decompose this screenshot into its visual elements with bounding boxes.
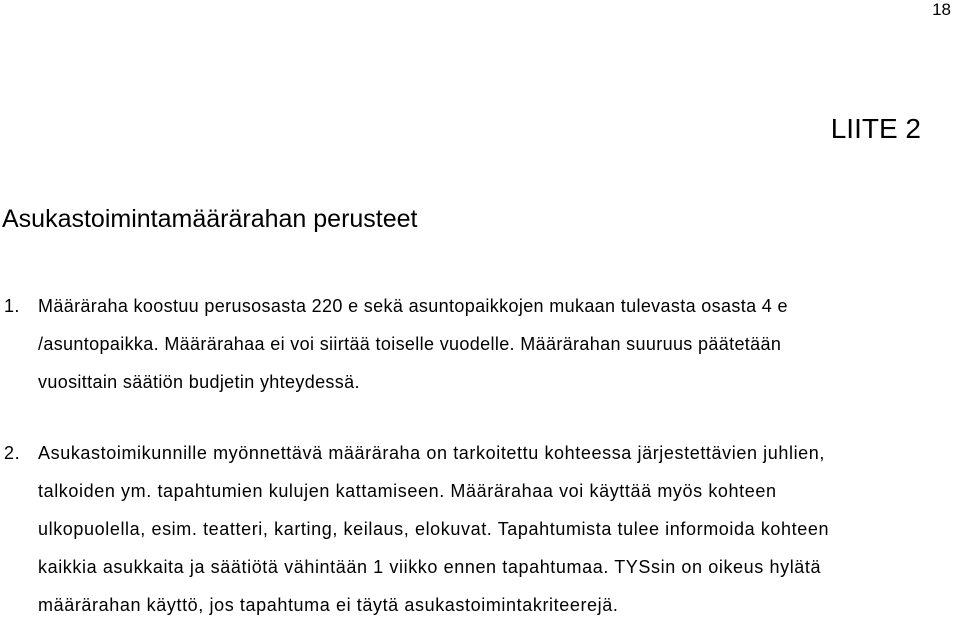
list-item-line: ulkopuolella, esim. teatteri, karting, keilaus, elokuvat. Tapahtumista tulee informoida kohteen <box>38 519 830 539</box>
list-item-text: Määräraha koostuu perusosasta 220 e sekä asuntopaikkojen mukaan tulevasta osasta 4 e <box>38 296 788 316</box>
list-item-line <box>0 287 788 325</box>
page-number: 18 <box>932 0 951 19</box>
list-item-text: Asukastoimikunnille myönnettävä määräraha on tarkoitettu kohteessa järjestettävien juhlien, <box>38 443 826 463</box>
appendix-title: LIITE 2 <box>830 113 921 144</box>
list-item-line <box>0 434 829 472</box>
list-item-line: määrärahan käyttö, jos tapahtuma ei täytä asukastoimintakriteerejä. <box>38 595 619 615</box>
list-item <box>0 434 829 624</box>
list-item-line: talkoiden ym. tapahtumien kulujen kattamiseen. Määrärahaa voi käyttää myös kohteen <box>38 481 777 501</box>
list-item-number: 1. <box>4 296 20 316</box>
list-item-line: kaikkia asukkaita ja säätiötä vähintään 1 viikko ennen tapahtumaa. TYSsin on oikeus hylätä <box>38 557 822 577</box>
list-item-number: 2. <box>4 443 21 463</box>
list-item-line: vuosittain säätiön budjetin yhteydessä. <box>38 372 360 392</box>
section-heading: Asukastoimintamäärärahan perusteet <box>2 205 418 233</box>
list-item <box>0 287 788 401</box>
list-item-line: /asuntopaikka. Määrärahaa ei voi siirtää toiselle vuodelle. Määrärahan suuruus päätetään <box>38 334 782 354</box>
